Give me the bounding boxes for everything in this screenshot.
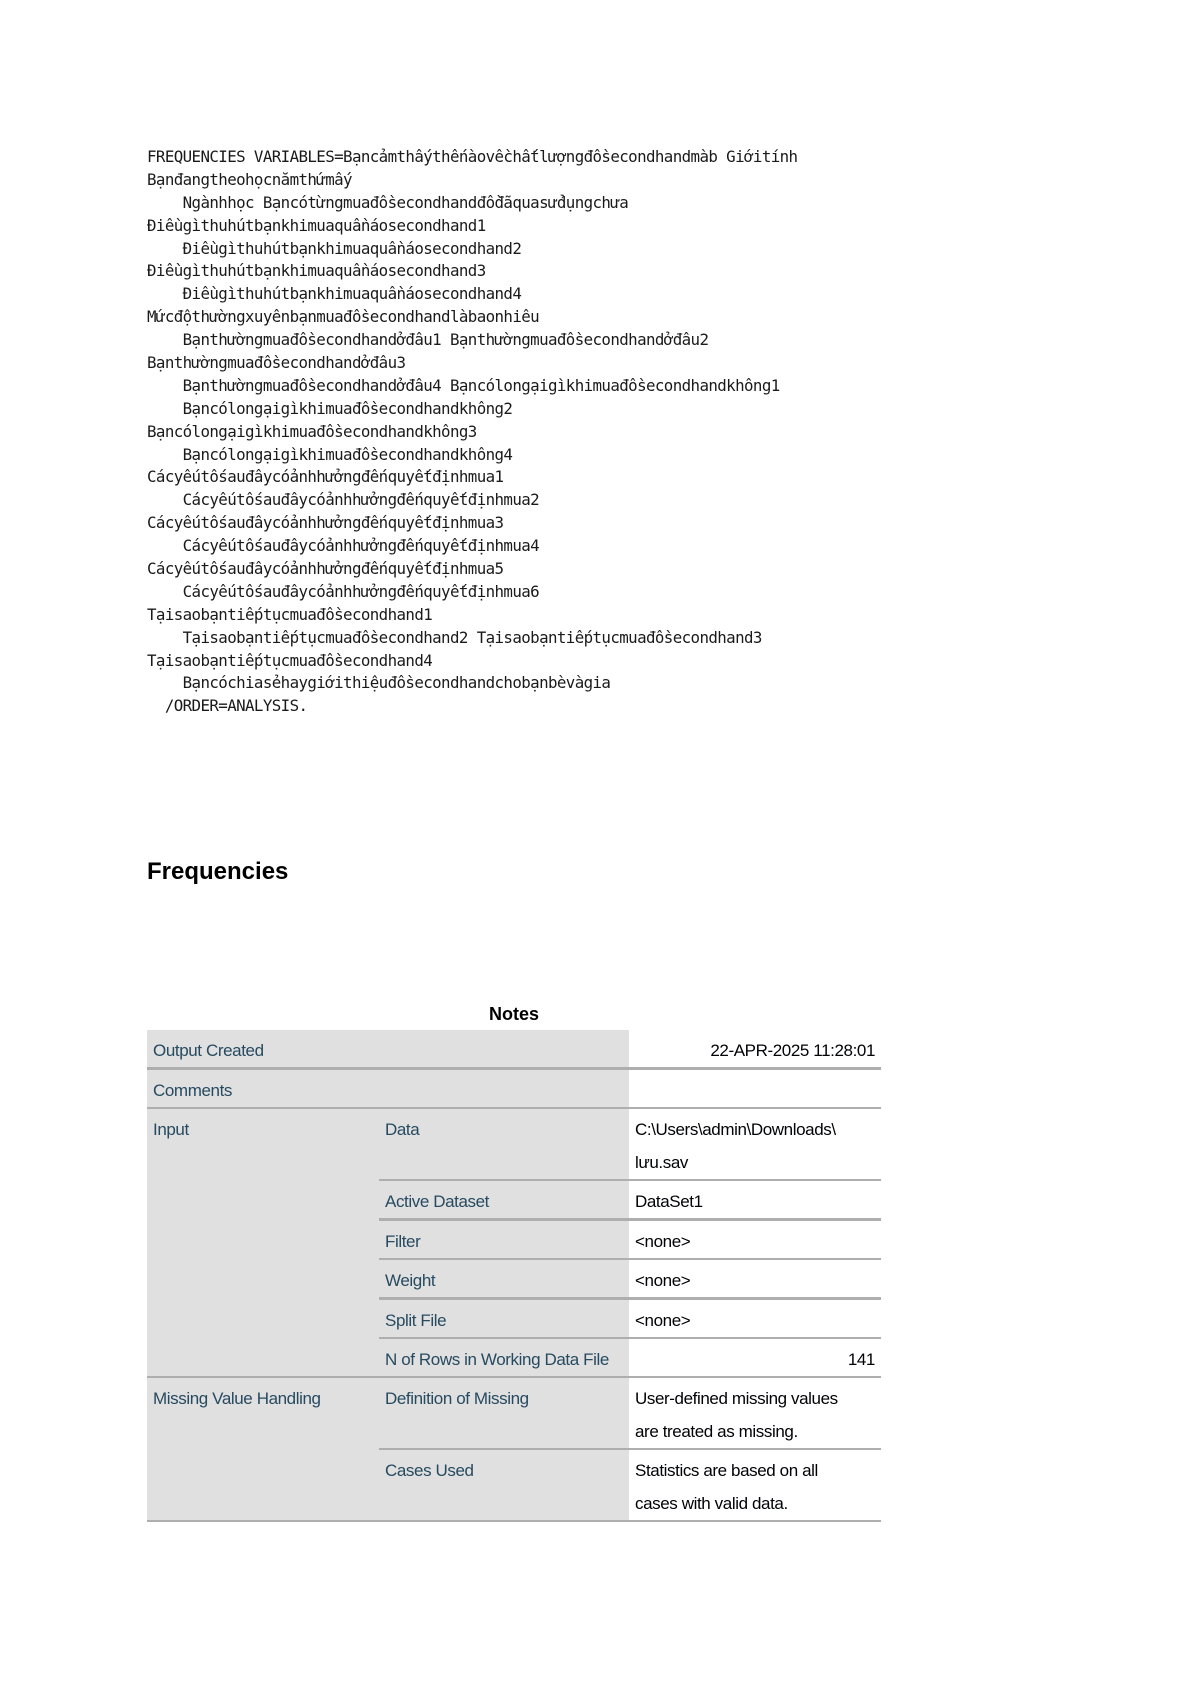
notes-table bbox=[147, 1030, 881, 1522]
definition-of-missing-value bbox=[629, 1377, 881, 1449]
syntax-line: Ngànhhọc Bạncótừngmuađồsecondhandđồđãquasửdụngchưa bbox=[147, 192, 629, 212]
data-value-line: C:\Users\admin\Downloads\ bbox=[635, 1120, 836, 1139]
definition-value-line: User-defined missing values bbox=[635, 1389, 838, 1408]
input-label: Input bbox=[147, 1108, 379, 1377]
syntax-line: Cácyếutốsauđâycóảnhhưởngđếnquyếtđịnhmua2 bbox=[147, 490, 540, 510]
syntax-line: Điềugìthuhútbạnkhimuaquầnáosecondhand4 bbox=[147, 284, 522, 304]
syntax-line: Tạisaobạntiếptụcmuađồsecondhand1 bbox=[147, 604, 433, 624]
syntax-line: Bạncólongạigìkhimuađồsecondhandkhông2 bbox=[147, 398, 513, 418]
section-heading: Frequencies bbox=[147, 858, 289, 885]
table-row bbox=[147, 1377, 881, 1449]
comments-value bbox=[629, 1069, 881, 1109]
syntax-line: Tạisaobạntiếptụcmuađồsecondhand4 bbox=[147, 650, 433, 670]
missing-value-handling-label: Missing Value Handling bbox=[147, 1377, 379, 1521]
syntax-line: Điềugìthuhútbạnkhimuaquầnáosecondhand3 bbox=[147, 261, 486, 281]
weight-label: Weight bbox=[379, 1259, 629, 1299]
table-row bbox=[147, 1108, 881, 1180]
syntax-line: Bạnđangtheohọcnămthứmấy bbox=[147, 169, 352, 189]
syntax-line: Cácyếutốsauđâycóảnhhưởngđếnquyếtđịnhmua6 bbox=[147, 581, 540, 601]
syntax-line: Điềugìthuhútbạnkhimuaquầnáosecondhand1 bbox=[147, 215, 486, 235]
syntax-line: Cácyếutốsauđâycóảnhhưởngđếnquyếtđịnhmua4 bbox=[147, 536, 540, 556]
data-label: Data bbox=[379, 1108, 629, 1180]
split-file-value: <none> bbox=[629, 1299, 881, 1339]
n-rows-label bbox=[379, 1338, 629, 1377]
notes-table-title: Notes bbox=[488, 1004, 539, 1024]
active-dataset-label: Active Dataset bbox=[379, 1180, 629, 1220]
syntax-line: Bạnthườngmuađồsecondhandởđâu4 Bạncólongạigìkhimuađồsecondhandkhông1 bbox=[147, 375, 780, 395]
weight-value: <none> bbox=[629, 1259, 881, 1299]
filter-value: <none> bbox=[629, 1220, 881, 1260]
n-rows-value: 141 bbox=[629, 1338, 881, 1377]
syntax-line: Bạnthườngmuađồsecondhandởđâu3 bbox=[147, 353, 406, 373]
table-row bbox=[147, 1069, 881, 1109]
cases-used-value-line: cases with valid data. bbox=[635, 1494, 788, 1513]
n-rows-label-line: N of Rows in Working Data bbox=[385, 1350, 579, 1369]
output-created-label: Output Created bbox=[147, 1030, 629, 1069]
cases-used-value-line: Statistics are based on all bbox=[635, 1461, 818, 1480]
filter-label: Filter bbox=[379, 1220, 629, 1260]
syntax-line: Cácyếutốsauđâycóảnhhưởngđếnquyếtđịnhmua1 bbox=[147, 467, 504, 487]
split-file-label: Split File bbox=[379, 1299, 629, 1339]
syntax-line: Bạncólongạigìkhimuađồsecondhandkhông4 bbox=[147, 444, 513, 464]
data-value-line: lưu.sav bbox=[635, 1153, 688, 1172]
syntax-line: Bạnthườngmuađồsecondhandởđâu1 Bạnthườngmuađồsecondhandởđâu2 bbox=[147, 330, 709, 350]
active-dataset-value: DataSet1 bbox=[629, 1180, 881, 1220]
syntax-line: Bạncólongạigìkhimuađồsecondhandkhông3 bbox=[147, 421, 477, 441]
syntax-line: Điềugìthuhútbạnkhimuaquầnáosecondhand2 bbox=[147, 238, 522, 258]
definition-value-line: are treated as missing. bbox=[635, 1422, 798, 1441]
syntax-line: Tạisaobạntiếptụcmuađồsecondhand2 Tạisaobạntiếptụcmuađồsecondhand3 bbox=[147, 627, 762, 647]
syntax-line: Cácyếutốsauđâycóảnhhưởngđếnquyếtđịnhmua3 bbox=[147, 513, 504, 533]
syntax-block bbox=[147, 146, 797, 718]
cases-used-value bbox=[629, 1449, 881, 1521]
syntax-line: Mứcđộthườngxuyênbạnmuađồsecondhandlàbaonhiêu bbox=[147, 307, 540, 327]
cases-used-label: Cases Used bbox=[379, 1449, 629, 1521]
output-created-value: 22-APR-2025 11:28:01 bbox=[629, 1030, 881, 1069]
table-row bbox=[147, 1030, 881, 1069]
syntax-line: Bạncóchiasẻhaygiớithiệuđồsecondhandchobạnbèvàgia bbox=[147, 673, 611, 693]
syntax-line: /ORDER=ANALYSIS. bbox=[147, 696, 308, 716]
data-value bbox=[629, 1108, 881, 1180]
comments-label: Comments bbox=[147, 1069, 629, 1109]
n-rows-label-line: File bbox=[583, 1350, 609, 1369]
syntax-line: Cácyếutốsauđâycóảnhhưởngđếnquyếtđịnhmua5 bbox=[147, 559, 504, 579]
syntax-line: FREQUENCIES VARIABLES=Bạncảmthấythếnàovềchấtlượngđồsecondhandmàb Giớitính bbox=[147, 147, 798, 166]
definition-of-missing-label: Definition of Missing bbox=[379, 1377, 629, 1449]
